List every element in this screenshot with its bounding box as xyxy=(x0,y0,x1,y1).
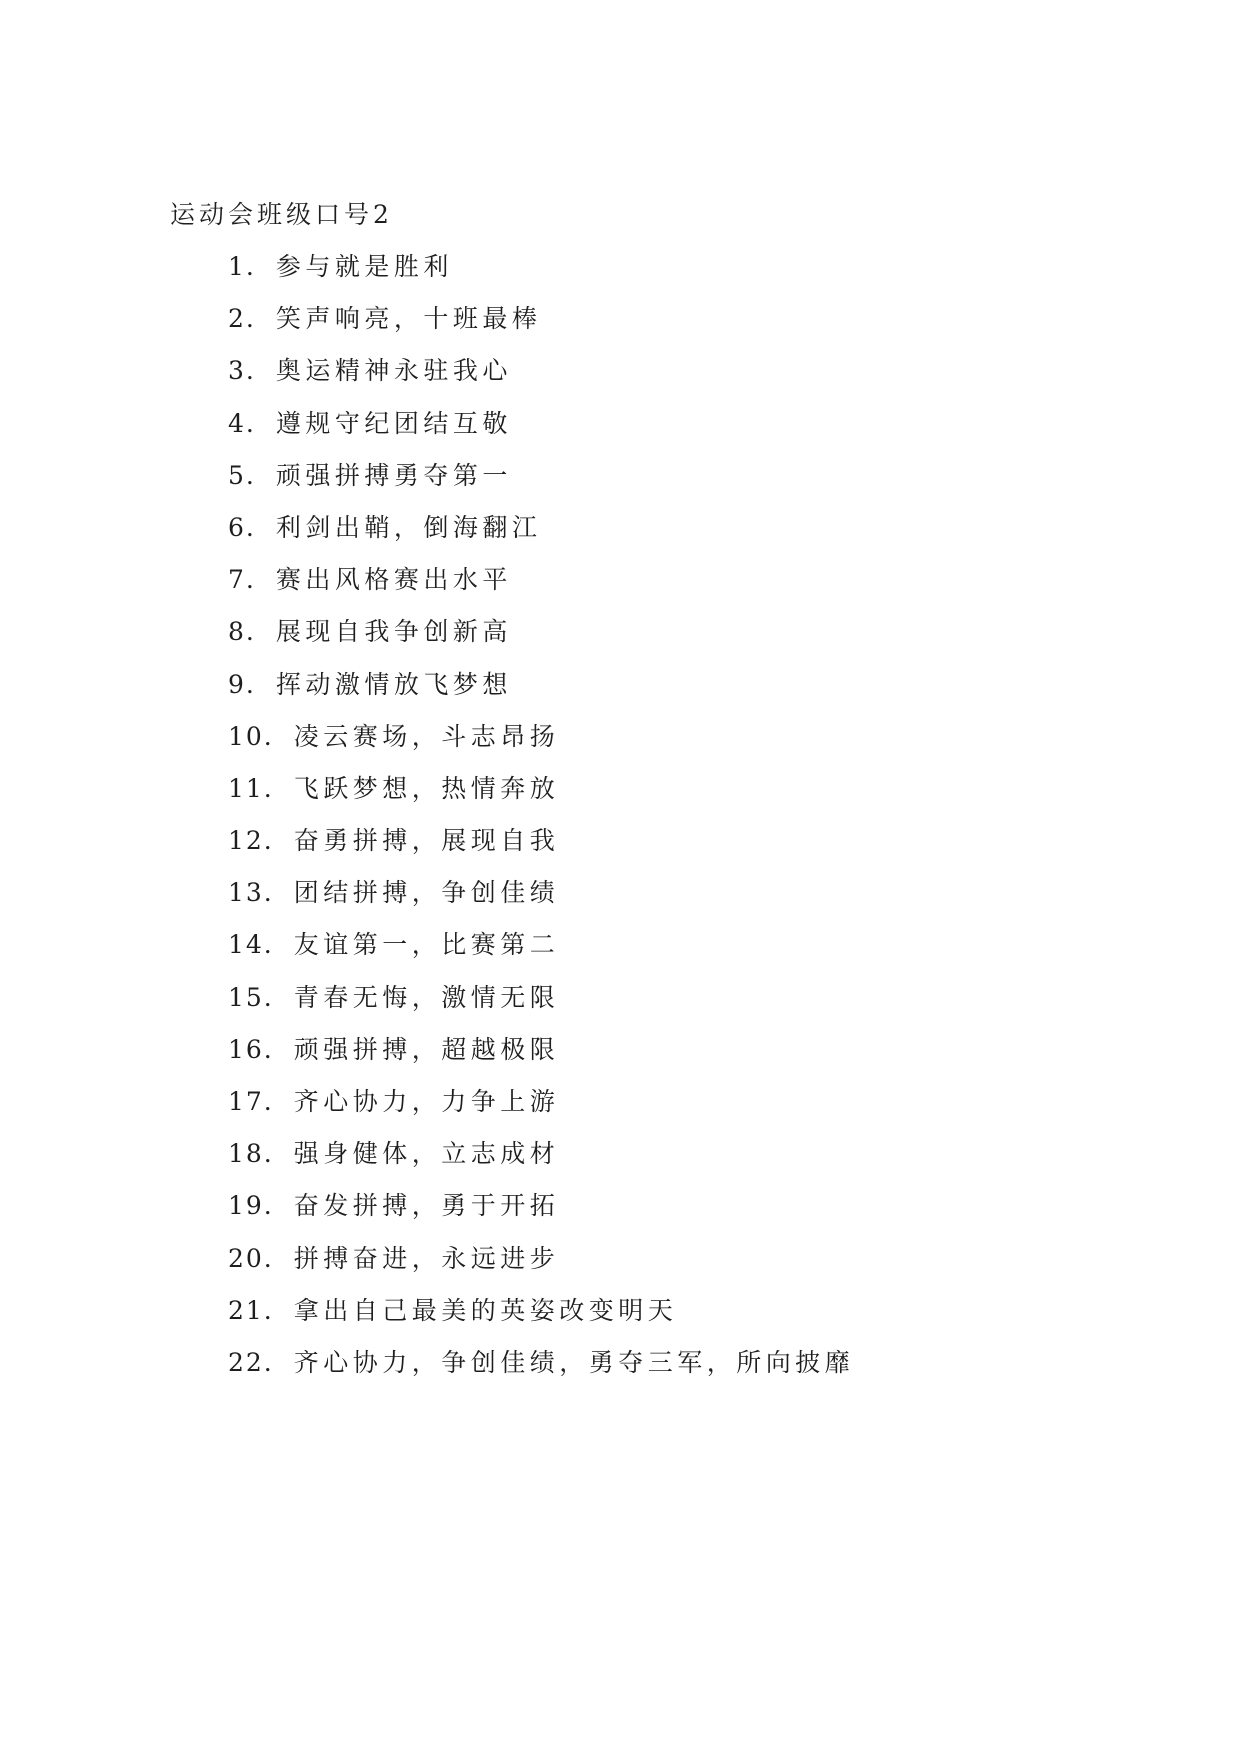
list-item xyxy=(228,450,1170,502)
item-text: 齐心协力，力争上游 xyxy=(293,1087,560,1116)
list-item xyxy=(228,398,1170,450)
item-text: 顽强拼搏，超越极限 xyxy=(293,1034,560,1064)
item-text: 利剑出鞘，倒海翻江 xyxy=(275,512,542,542)
item-text: 奋勇拼搏，展现自我 xyxy=(293,826,560,856)
item-number: 1. xyxy=(228,252,256,281)
item-number: 21. xyxy=(228,1295,274,1325)
list-item xyxy=(228,919,1170,971)
document-title: 运动会班级口号2 xyxy=(170,200,393,229)
item-text: 拿出自己最美的英姿改变明天 xyxy=(293,1295,678,1325)
list-item xyxy=(228,1128,1170,1180)
list-item xyxy=(228,1076,1170,1128)
item-text: 顽强拼搏勇夺第一 xyxy=(275,460,512,490)
item-number: 10. xyxy=(228,721,274,751)
item-text: 飞跃梦想，热情奔放 xyxy=(293,773,560,803)
item-number: 14. xyxy=(228,930,274,960)
item-number: 22. xyxy=(228,1347,274,1377)
item-text: 奋发拼搏，勇于开拓 xyxy=(293,1191,560,1221)
item-number: 17. xyxy=(228,1087,274,1116)
item-number: 18. xyxy=(228,1139,274,1169)
item-text: 赛出风格赛出水平 xyxy=(275,565,512,595)
list-item xyxy=(228,502,1170,554)
item-number: 12. xyxy=(228,826,274,856)
list-item xyxy=(228,1180,1170,1232)
list-item xyxy=(228,293,1170,345)
item-number: 8. xyxy=(228,617,256,647)
item-number: 9. xyxy=(228,669,256,699)
item-text: 强身健体，立志成材 xyxy=(293,1139,560,1169)
item-number: 19. xyxy=(228,1191,274,1221)
item-number: 2. xyxy=(228,304,256,334)
item-number: 11. xyxy=(228,773,274,803)
item-number: 5. xyxy=(228,460,256,490)
item-text: 青春无悔，激情无限 xyxy=(293,982,560,1012)
item-number: 15. xyxy=(228,982,274,1012)
item-text: 挥动激情放飞梦想 xyxy=(275,669,512,699)
list-item xyxy=(228,1233,1170,1285)
item-number: 13. xyxy=(228,878,274,908)
item-text: 遵规守纪团结互敬 xyxy=(275,408,512,438)
item-number: 6. xyxy=(228,512,256,542)
list-item xyxy=(228,554,1170,606)
list-item xyxy=(228,763,1170,815)
list-item xyxy=(228,241,1170,293)
document-body xyxy=(170,189,1170,1389)
item-text: 笑声响亮，十班最棒 xyxy=(275,304,542,334)
list-item xyxy=(228,345,1170,397)
item-text: 齐心协力，争创佳绩，勇夺三军，所向披靡 xyxy=(293,1347,855,1377)
item-text: 团结拼搏，争创佳绩 xyxy=(293,878,560,908)
list-item xyxy=(228,1285,1170,1337)
item-text: 奥运精神永驻我心 xyxy=(275,356,512,386)
list-item xyxy=(228,972,1170,1024)
list-item xyxy=(228,867,1170,919)
list-item xyxy=(228,711,1170,763)
item-text: 参与就是胜利 xyxy=(275,252,453,281)
list-item xyxy=(228,659,1170,711)
item-text: 展现自我争创新高 xyxy=(275,617,512,647)
item-text: 友谊第一，比赛第二 xyxy=(293,930,560,960)
item-number: 16. xyxy=(228,1034,274,1064)
list-item xyxy=(228,815,1170,867)
list-item xyxy=(228,1024,1170,1076)
item-number: 20. xyxy=(228,1243,274,1273)
list-item xyxy=(228,606,1170,658)
item-number: 7. xyxy=(228,565,256,595)
item-number: 3. xyxy=(228,356,256,386)
slogan-list xyxy=(170,241,1170,1389)
item-text: 凌云赛场，斗志昂扬 xyxy=(293,721,560,751)
list-item xyxy=(228,1337,1170,1389)
item-number: 4. xyxy=(228,408,256,438)
item-text: 拼搏奋进，永远进步 xyxy=(293,1243,560,1273)
